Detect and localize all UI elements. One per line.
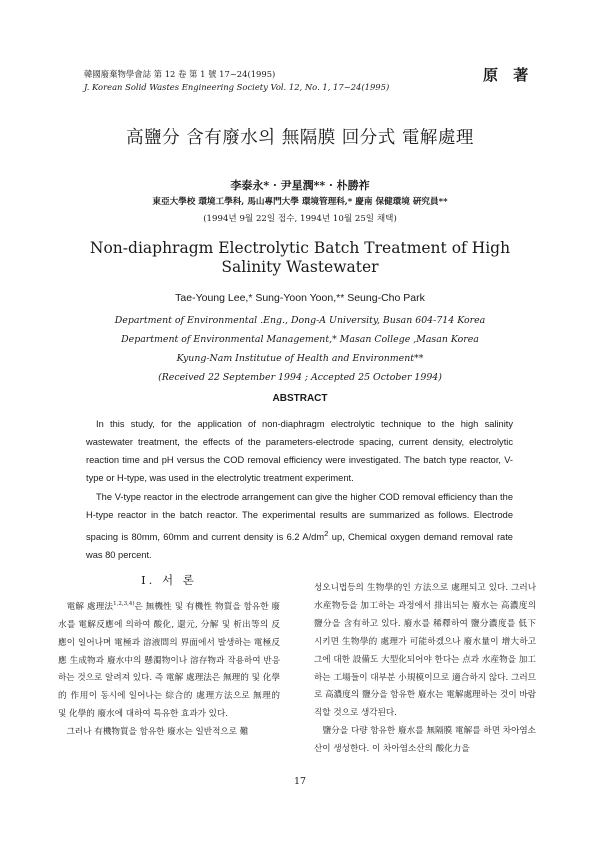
- journal-citation-ko: 韓國廢棄物學會誌 第 12 卷 第 1 號 17~24(1995): [84, 69, 276, 79]
- body-column-left: [58, 596, 280, 742]
- paper-type-label: 原 著: [483, 66, 534, 84]
- superscript: 2: [324, 528, 329, 538]
- affiliation-line: Department of Environmental .Eng., Dong-A University, Busan 604-714 Korea: [114, 315, 486, 326]
- affiliation-line: Kyung-Nam Institutue of Health and Environment**: [176, 353, 424, 364]
- received-dates-english: (Received 22 September 1994 ; Accepted 25 October 1994): [158, 372, 442, 383]
- section-heading-introduction: I. 서 론: [141, 573, 197, 587]
- received-dates-korean: (1994년 9월 22일 접수, 1994년 10월 25일 채택): [203, 214, 397, 224]
- title-english-line2: Salinity Wastewater: [221, 258, 379, 276]
- title-english-line1: Non-diaphragm Electrolytic Batch Treatment of High: [89, 239, 511, 257]
- page-number: 17: [293, 776, 307, 787]
- journal-header: [84, 68, 389, 94]
- abstract-heading: ABSTRACT: [272, 393, 328, 404]
- body-paragraph: 鹽分을 다량 함유한 廢水를 無隔膜 電解를 하면 차아염소산이 생성한다. 이 차아염소산의 酸化力을: [314, 726, 536, 755]
- body-paragraph: [58, 596, 280, 724]
- citation-superscript: 1,2,3,4): [113, 601, 135, 607]
- title-korean: 高鹽分 含有廢水의 無隔膜 回分式 電解處理: [126, 128, 474, 148]
- body-column-right: [314, 580, 536, 759]
- body-text: 電解 處理法: [66, 601, 114, 612]
- abstract-paragraph-1: In this study, for the application of non-diaphragm electrolytic technique to the high salinity wastewater treatment, the effects of the parameters-electrode spacing, current density, electrolytic reaction time and pH versus the COD removal efficiency were investigated. The batch type reactor, V-type or H-type, was used in the electrolytic treatment experiment.: [86, 419, 513, 483]
- abstract-paragraph-2: [86, 489, 513, 565]
- body-paragraph: 성오니법등의 生物學的인 方法으로 處理되고 있다. 그러나 水産物등을 加工하는 과정에서 排出되는 廢水는 高濃度의 鹽分을 含有하고 있다. 廢水를 稀釋하여 鹽分濃度를 低下시키면 生物學的 處理가 可能하겠으나 廢水量이 增大하고 그에 대한 設備도 大型化되어야 한다는 点과 水産物을 加工하는 工場들이 대부분 小規模이므로 適合하지 않다. 그러므로 高濃度의 鹽分을 함유한 廢水는 電解處理하는 것이 바람직할 것으로 생각된다.: [314, 583, 536, 719]
- affiliation-line: Department of Environmental Management,* Masan College ,Masan Korea: [121, 334, 479, 345]
- journal-citation-en: J. Korean Solid Wastes Engineering Society Vol. 12, No. 1, 17~24(1995): [84, 82, 390, 92]
- body-paragraph: 그러나 有機物質을 함유한 廢水는 일반적으로 難: [66, 727, 249, 738]
- affiliations-korean: 東亞大學校 環境工學科, 馬山專門大學 環境管理科,* 慶南 保健環境 硏究員**: [152, 197, 448, 207]
- authors-english: Tae-Young Lee,* Sung-Yoon Yoon,** Seung-Cho Park: [175, 292, 425, 304]
- authors-korean: 李泰永* · 尹星潤** · 朴勝祚: [230, 179, 370, 192]
- body-text: 은 無機性 및 有機性 物質을 함유한 廢水를 電解反應에 의하여 酸化, 還元, 分解 및 析出等의 反應이 일어나며 電極과 溶液間의 界面에서 발생하는 電極反應 生成物과 廢水中의 懸濁物이나 溶存物과 작용하여 반응하는 것으로 알려져 있다. 즉 電解 處理法은 無理的 및 化學的 作用이 동시에 일어나는 綜合的 處理方法으로 無理的 및 化學的 廢水에 대하여 특유한 효과가 있다.: [58, 601, 280, 720]
- affiliations-english: [0, 311, 600, 387]
- title-english: [0, 239, 600, 277]
- abstract-text: up, Chemical oxygen demand removal rate was 80 percent.: [86, 531, 513, 560]
- abstract-text: The V-type reactor in the electrode arrangement can give the higher COD removal efficiency than the H-type reactor in the batch reactor. The experimental results are summarized as follows. Electrode spacing is 80mm, 60mm and current density is 6.2 A/dm: [86, 492, 513, 542]
